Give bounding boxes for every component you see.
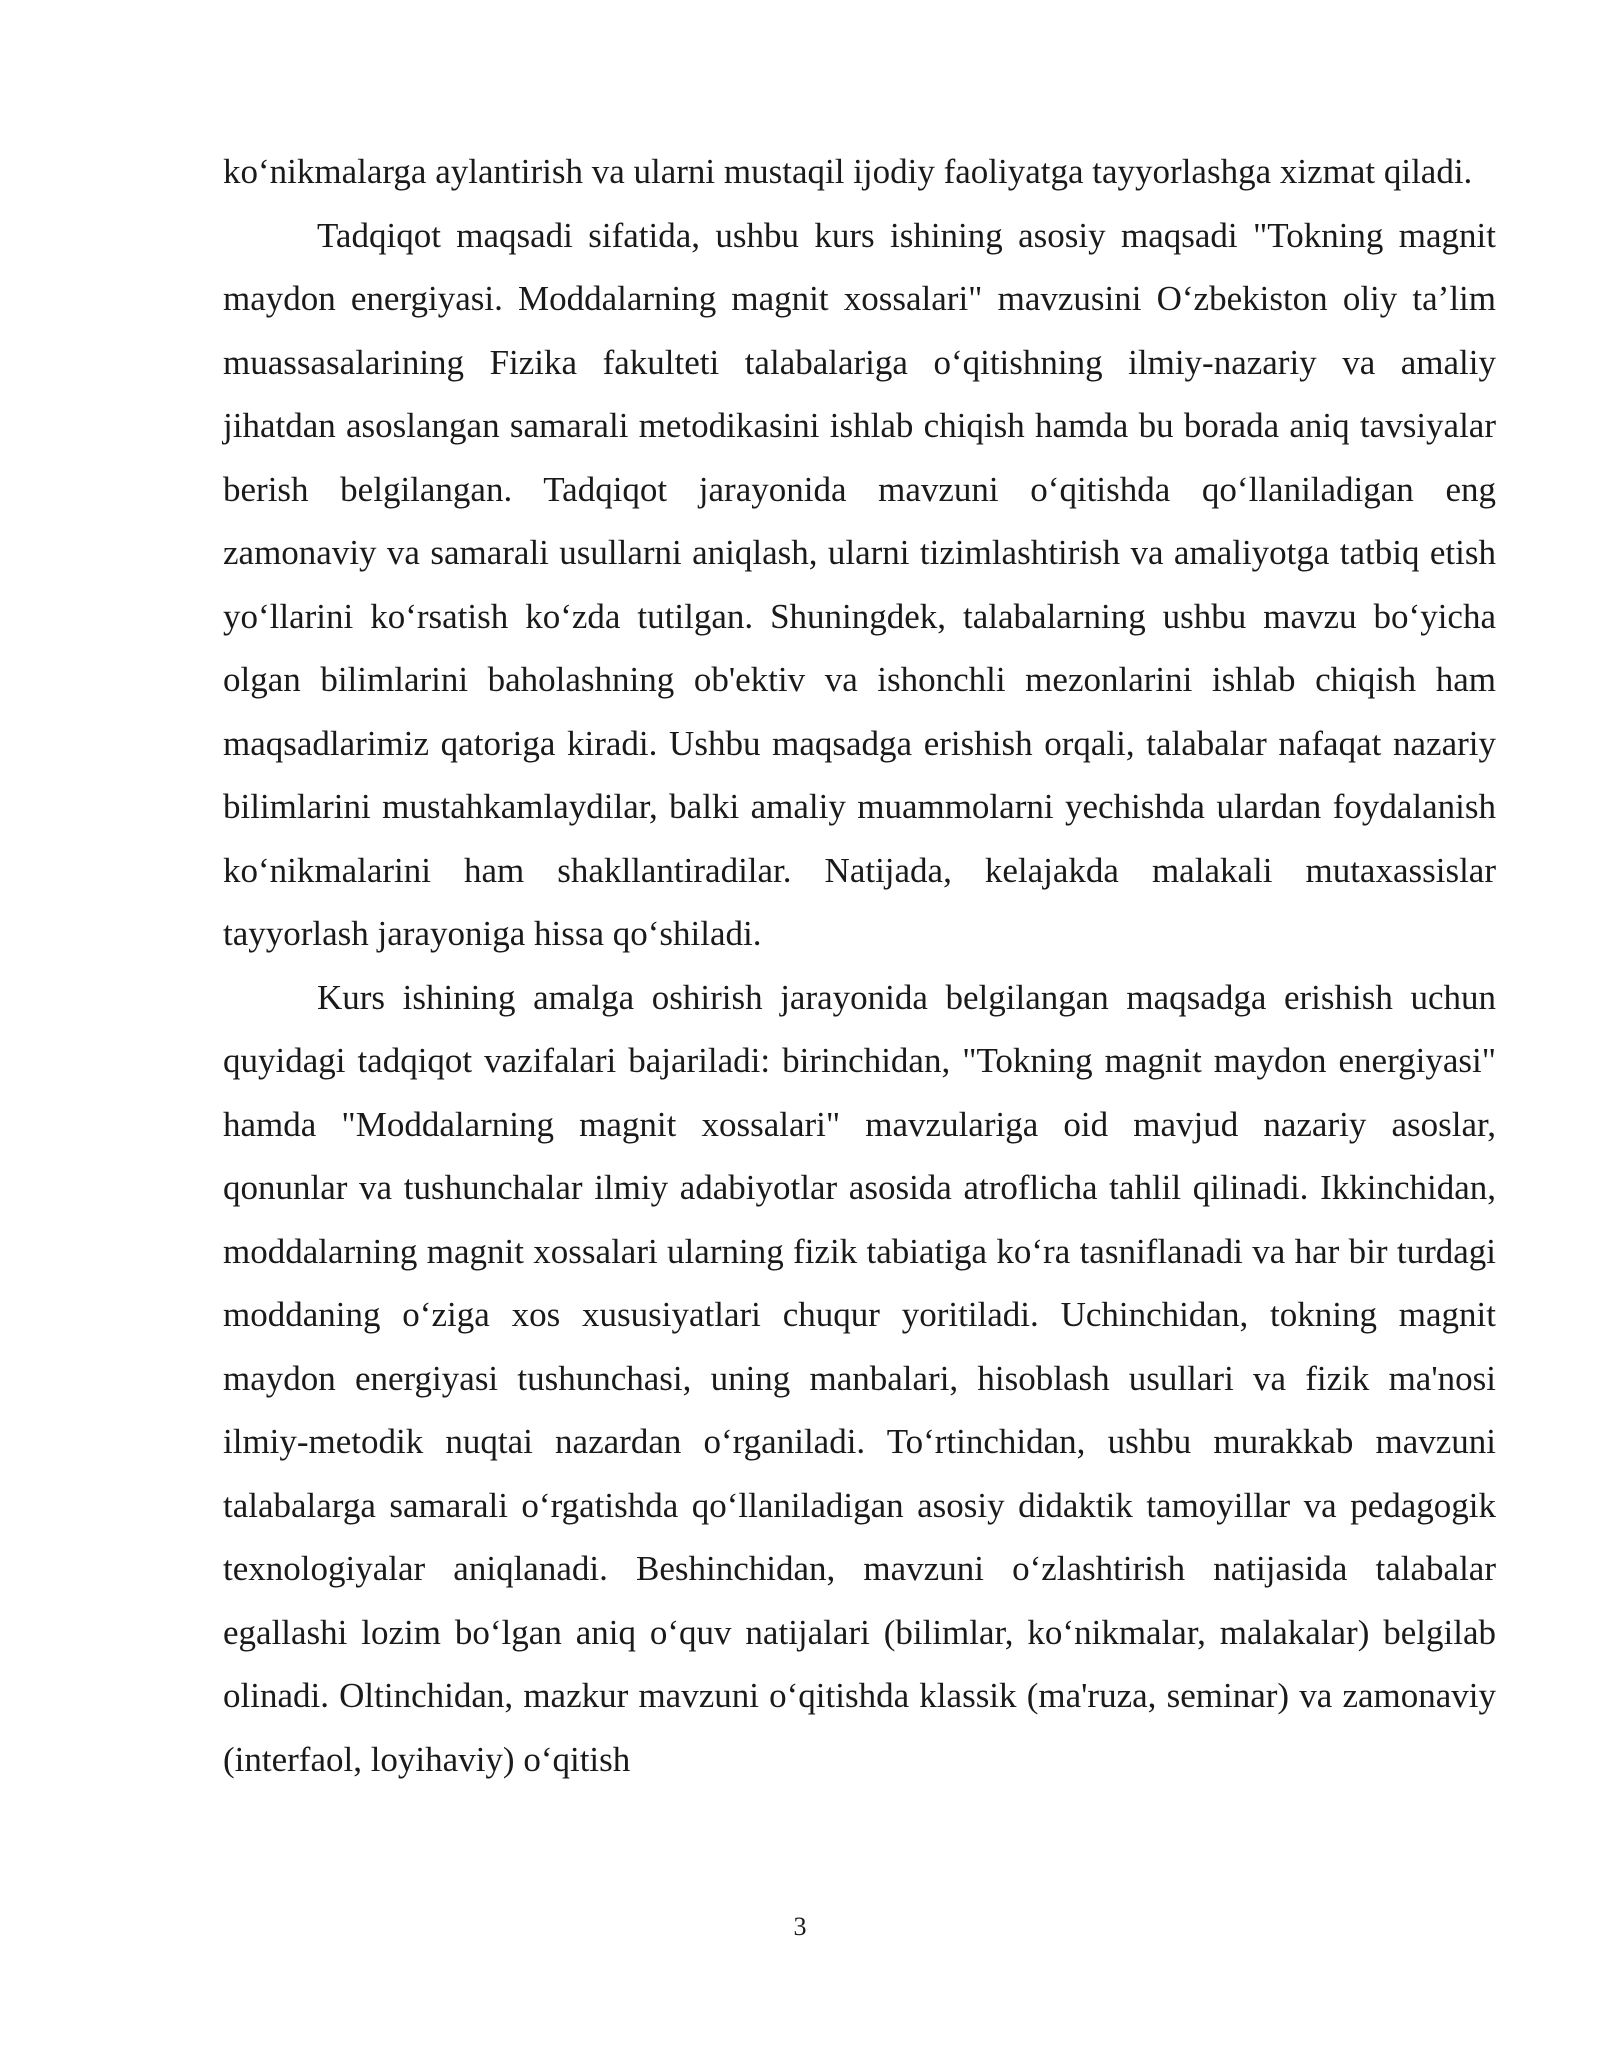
paragraph-continuation: ko‘nikmalarga aylantirish va ularni mustaqil ijodiy faoliyatga tayyorlashga xizmat qiladi. [223,152,1473,191]
paragraph-research-tasks: Kurs ishining amalga oshirish jarayonida belgilangan maqsadga erishish uchun quyidagi tadqiqot vazifalari bajariladi: birinchidan, "Tokning magnit maydon energiyasi" hamda "Moddalarning magnit xossalari" mavzulariga oid mavjud nazariy asoslar, qonunlar va tushunchalar ilmiy adabiyotlar asosida atroflicha tahlil qilinadi. Ikkinchidan, moddalarning magnit xossalari ularning fizik tabiatiga ko‘ra tasniflanadi va har bir turdagi moddaning o‘ziga xos xususiyatlari chuqur yoritiladi. Uchinchidan, tokning magnit maydon energiyasi tushunchasi, uning manbalari, hisoblash usullari va fizik ma'nosi ilmiy-metodik nuqtai nazardan o‘rganiladi. To‘rtinchidan, ushbu murakkab mavzuni talabalarga samarali o‘rgatishda qo‘llaniladigan asosiy didaktik tamoyillar va pedagogik texnologiyalar aniqlanadi. Beshinchidan, mavzuni o‘zlashtirish natijasida talabalar egallashi lozim bo‘lgan aniq o‘quv natijalari (bilimlar, ko‘nikmalar, malakalar) belgilab olinadi. Oltinchidan, mazkur mavzuni o‘qitishda klassik (ma'ruza, seminar) va zamonaviy (interfaol, loyihaviy) o‘qitish [223,977,1496,1779]
body-text [223,140,1496,1791]
paragraph-research-goal: Tadqiqot maqsadi sifatida, ushbu kurs ishining asosiy maqsadi "Tokning magnit maydon energiyasi. Moddalarning magnit xossalari" mavzusini O‘zbekiston oliy ta’lim muassasalarining Fizika fakulteti talabalariga o‘qitishning ilmiy-nazariy va amaliy jihatdan asoslangan samarali metodikasini ishlab chiqish hamda bu borada aniq tavsiyalar berish belgilangan. Tadqiqot jarayonida mavzuni o‘qitishda qo‘llaniladigan eng zamonaviy va samarali usullarni aniqlash, ularni tizimlashtirish va amaliyotga tatbiq etish yo‘llarini ko‘rsatish ko‘zda tutilgan. Shuningdek, talabalarning ushbu mavzu bo‘yicha olgan bilimlarini baholashning ob'ektiv va ishonchli mezonlarini ishlab chiqish ham maqsadlarimiz qatoriga kiradi. Ushbu maqsadga erishish orqali, talabalar nafaqat nazariy bilimlarini mustahkamlaydilar, balki amaliy muammolarni yechishda ulardan foydalanish ko‘nikmalarini ham shakllantiradilar. Natijada, kelajakda malakali mutaxassislar tayyorlash jarayoniga hissa qo‘shiladi. [223,215,1496,953]
page-number: 3 [793,1912,807,1941]
